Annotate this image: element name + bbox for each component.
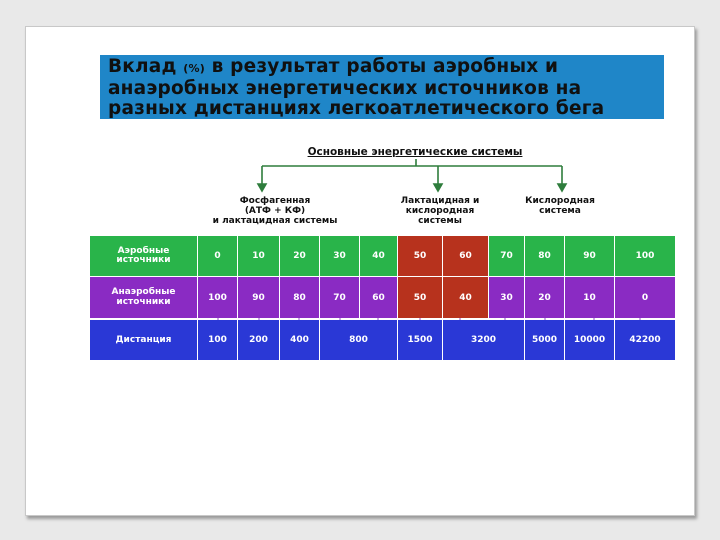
- distance-row-label: Дистанция: [90, 320, 198, 360]
- systems-heading: Основные энергетические системы: [307, 146, 523, 158]
- distance-cell: 5000: [525, 320, 565, 360]
- aerobic-cell: 100: [615, 236, 675, 276]
- distance-cell: 3200: [443, 320, 525, 360]
- aerobic-cell: 30: [320, 236, 360, 276]
- anaerobic-cell: 70: [320, 277, 360, 318]
- anaerobic-row-label: Анаэробные источники: [90, 277, 198, 318]
- aerobic-cell: 80: [525, 236, 565, 276]
- system-oxygen: Кислородная система: [525, 196, 595, 216]
- anaerobic-cell-highlight: 40: [443, 277, 489, 318]
- distance-cell: 10000: [565, 320, 615, 360]
- anaerobic-cell: 10: [565, 277, 615, 318]
- aerobic-cell: 90: [565, 236, 615, 276]
- distance-cell: 1500: [398, 320, 443, 360]
- anaerobic-cell: 20: [525, 277, 565, 318]
- aerobic-cell: 70: [489, 236, 525, 276]
- system-lactic-oxygen: Лактацидная и кислородная системы: [400, 196, 480, 226]
- distance-cell: 42200: [615, 320, 675, 360]
- slide-title: Вклад (%) в результат работы аэробных и анаэробных энергетических источников на разных дистанциях легкоатлетического бега: [100, 55, 664, 119]
- anaerobic-cell: 60: [360, 277, 398, 318]
- distance-cell: 400: [280, 320, 320, 360]
- anaerobic-cell: 80: [280, 277, 320, 318]
- distance-cell: 800: [320, 320, 398, 360]
- system-phosphagen: Фосфагенная (АТФ + КФ) и лактацидная системы: [212, 196, 338, 226]
- distance-cell: 200: [238, 320, 280, 360]
- anaerobic-cell: 0: [615, 277, 675, 318]
- anaerobic-cell: 30: [489, 277, 525, 318]
- anaerobic-cell-highlight: 50: [398, 277, 443, 318]
- aerobic-cell: 40: [360, 236, 398, 276]
- aerobic-cell: 10: [238, 236, 280, 276]
- aerobic-cell: 20: [280, 236, 320, 276]
- anaerobic-cell: 100: [198, 277, 238, 318]
- aerobic-cell: 0: [198, 236, 238, 276]
- distance-cell: 100: [198, 320, 238, 360]
- aerobic-cell-highlight: 60: [443, 236, 489, 276]
- aerobic-row-label: Аэробные источники: [90, 236, 198, 276]
- anaerobic-cell: 90: [238, 277, 280, 318]
- aerobic-cell-highlight: 50: [398, 236, 443, 276]
